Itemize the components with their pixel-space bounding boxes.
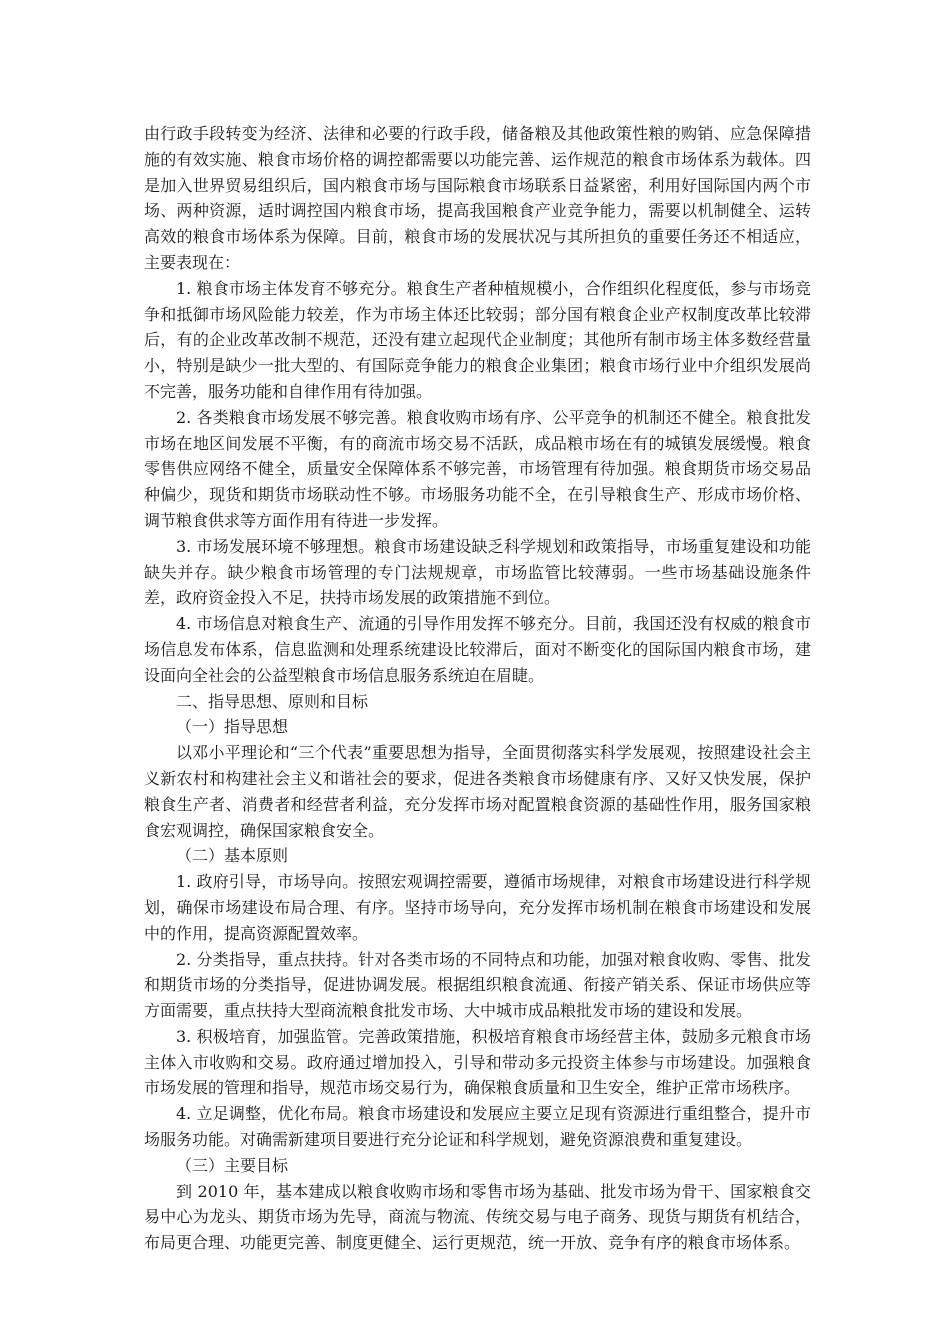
paragraph-principle-1: 1. 政府引导，市场导向。按照宏观调控需要，遵循市场规律，对粮食市场建设进行科学规划，确保市场建设布局合理、有序。坚持市场导向，充分发挥市场机制在粮食市场建设和发展中的作用，提高资源配置效率。 [144, 872, 811, 943]
paragraph-item-2: 2. 各类粮食市场发展不够完善。粮食收购市场有序、公平竞争的机制还不健全。粮食批发市场在地区间发展不平衡，有的商流市场交易不活跃，成品粮市场在有的城镇发展缓慢。粮食零售供应网络不健全，质量安全保障体系不够完善，市场管理有待加强。粮食期货市场交易品种偏少，现货和期货市场联动性不够。市场服务功能不全，在引导粮食生产、形成市场价格、调节粮食供求等方面作用有待进一步发挥。 [144, 407, 811, 530]
section-heading-2: 二、指导思想、原则和目标 [176, 691, 369, 711]
paragraph-principle-4: 4. 立足调整，优化布局。粮食市场建设和发展应主要立足现有资源进行重组整合，提升市场服务功能。对确需新建项目要进行充分论证和科学规划，避免资源浪费和重复建设。 [144, 1104, 811, 1150]
subsection-heading-guiding-ideology: （一）指导思想 [176, 717, 289, 737]
paragraph-item-1: 1. 粮食市场主体发育不够充分。粮食生产者种植规模小，合作组织化程度低，参与市场竞争和抵御市场风险能力较差，作为市场主体还比较弱；部分国有粮食企业产权制度改革比较滞后，有的企业改革改制不规范，还没有建立起现代企业制度；其他所有制市场主体多数经营量小，特别是缺少一批大型的、有国际竞争能力的粮食企业集团；粮食市场行业中介组织发展尚不完善，服务功能和自律作用有待加强。 [144, 278, 811, 401]
document-page [144, 121, 811, 1256]
paragraph-guiding-ideology: 以邓小平理论和“三个代表”重要思想为指导，全面贯彻落实科学发展观，按照建设社会主义新农村和构建社会主义和谐社会的要求，促进各类粮食市场健康有序、又好又快发展，保护粮食生产者、消费者和经营者利益，充分发挥市场对配置粮食资源的基础性作用，服务国家粮食宏观调控，确保国家粮食安全。 [144, 743, 811, 840]
paragraph-item-4: 4. 市场信息对粮食生产、流通的引导作用发挥不够充分。目前，我国还没有权威的粮食市场信息发布体系，信息监测和处理系统建设比较滞后，面对不断变化的国际国内粮食市场，建设面向全社会的公益型粮食市场信息服务系统迫在眉睫。 [144, 614, 811, 685]
subsection-heading-basic-principles: （二）基本原则 [176, 846, 289, 866]
paragraph-item-3: 3. 市场发展环境不够理想。粮食市场建设缺乏科学规划和政策指导，市场重复建设和功能缺失并存。缺少粮食市场管理的专门法规规章，市场监管比较薄弱。一些市场基础设施条件差，政府资金投入不足，扶持市场发展的政策措施不到位。 [144, 536, 811, 608]
subsection-heading-main-goals: （三）主要目标 [176, 1155, 289, 1175]
paragraph-principle-2: 2. 分类指导，重点扶持。针对各类市场的不同特点和功能，加强对粮食收购、零售、批发和期货市场的分类指导，促进协调发展。根据组织粮食流通、衔接产销关系、保证市场供应等方面需要，重点扶持大型商流粮食批发市场、大中城市成品粮批发市场的建设和发展。 [144, 949, 811, 1021]
paragraph-main-goals: 到 2010 年，基本建成以粮食收购市场和零售市场为基础、批发市场为骨干、国家粮食交易中心为龙头、期货市场为先导，商流与物流、传统交易与电子商务、现货与期货有机结合，布局更合理、功能更完善、制度更健全、运行更规范，统一开放、竞争有序的粮食市场体系。 [144, 1181, 811, 1253]
paragraph-intro: 由行政手段转变为经济、法律和必要的行政手段，储备粮及其他政策性粮的购销、应急保障措施的有效实施、粮食市场价格的调控都需要以功能完善、运作规范的粮食市场体系为载体。四是加入世界贸易组织后，国内粮食市场与国际粮食市场联系日益紧密，利用好国际国内两个市场、两种资源，适时调控国内粮食市场，提高我国粮食产业竞争能力，需要以机制健全、运转高效的粮食市场体系为保障。目前，粮食市场的发展状况与其所担负的重要任务还不相适应，主要表现在： [144, 124, 811, 272]
paragraph-principle-3: 3. 积极培育，加强监管。完善政策措施，积极培育粮食市场经营主体，鼓励多元粮食市场主体入市收购和交易。政府通过增加投入，引导和带动多元投资主体参与市场建设。加强粮食市场发展的管理和指导，规范市场交易行为，确保粮食质量和卫生安全，维护正常市场秩序。 [144, 1026, 811, 1098]
